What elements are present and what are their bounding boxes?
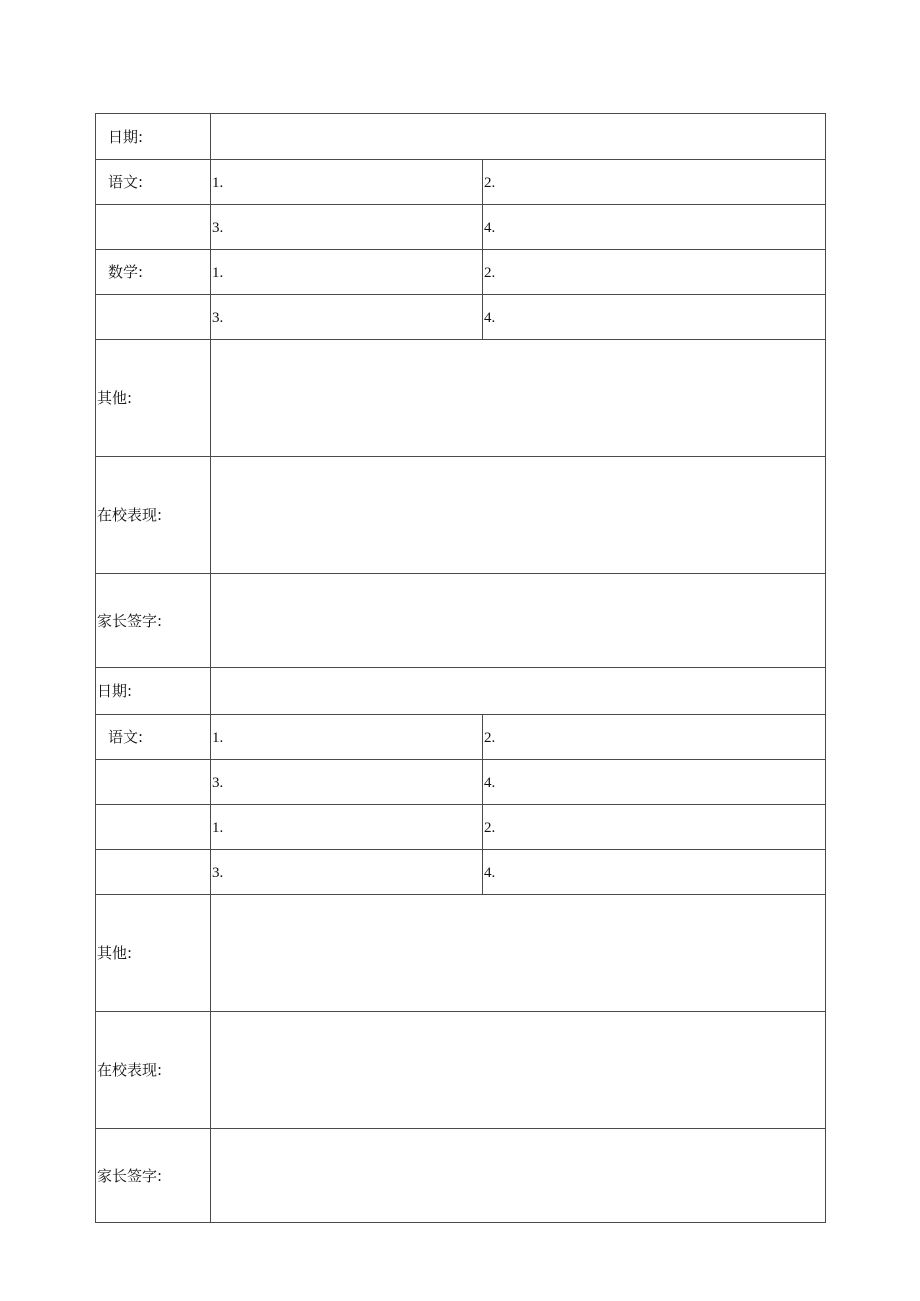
performance-label-cell [96, 457, 211, 574]
math-row-1 [96, 250, 826, 295]
empty-label-cell [96, 805, 211, 850]
math-item-4-field[interactable] [483, 295, 826, 340]
subject-item-4-field[interactable] [483, 850, 826, 895]
chinese-row-2 [96, 205, 826, 250]
chinese-item-3-field[interactable] [211, 205, 483, 250]
signature-label-cell [96, 1129, 211, 1223]
homework-form-table [95, 113, 826, 1223]
chinese-item-3-field[interactable] [211, 760, 483, 805]
subject-row-4 [96, 850, 826, 895]
item-number: 2. [484, 174, 496, 191]
performance-label: 在校表现: [97, 1061, 163, 1079]
item-number: 3. [212, 864, 224, 881]
math-item-1-field[interactable] [211, 250, 483, 295]
date-row [96, 114, 826, 160]
chinese-item-4-field[interactable] [483, 205, 826, 250]
other-row [96, 340, 826, 457]
empty-label-cell [96, 850, 211, 895]
performance-field[interactable] [211, 1012, 826, 1129]
chinese-item-1-field[interactable] [211, 715, 483, 760]
item-number: 4. [484, 219, 496, 236]
signature-label: 家长签字: [97, 611, 163, 630]
chinese-item-4-field[interactable] [483, 760, 826, 805]
item-number: 4. [484, 864, 496, 881]
subject-row-3 [96, 805, 826, 850]
performance-row [96, 457, 826, 574]
item-number: 1. [212, 729, 224, 746]
date-label-cell [96, 668, 211, 715]
item-number: 2. [484, 729, 496, 746]
math-item-2-field[interactable] [483, 250, 826, 295]
item-number: 1. [212, 819, 224, 836]
item-number: 4. [484, 774, 496, 791]
math-row-2 [96, 295, 826, 340]
subject-item-1-field[interactable] [211, 805, 483, 850]
chinese-label-cell [96, 715, 211, 760]
performance-label: 在校表现: [97, 506, 163, 524]
item-number: 2. [484, 264, 496, 281]
date-value-field[interactable] [211, 114, 826, 160]
date-label: 日期: [97, 682, 133, 700]
other-row [96, 895, 826, 1012]
signature-row [96, 574, 826, 668]
empty-label-cell [96, 295, 211, 340]
item-number: 3. [212, 219, 224, 236]
chinese-item-2-field[interactable] [483, 715, 826, 760]
other-field[interactable] [211, 340, 826, 457]
chinese-row-1 [96, 715, 826, 760]
chinese-item-1-field[interactable] [211, 160, 483, 205]
chinese-row-2 [96, 760, 826, 805]
subject-item-2-field[interactable] [483, 805, 826, 850]
date-row [96, 668, 826, 715]
homework-record-sheet [95, 113, 825, 1223]
item-number: 2. [484, 819, 496, 836]
item-number: 3. [212, 774, 224, 791]
chinese-label-cell [96, 160, 211, 205]
date-label: 日期: [108, 127, 144, 146]
math-item-3-field[interactable] [211, 295, 483, 340]
chinese-item-2-field[interactable] [483, 160, 826, 205]
math-label-cell [96, 250, 211, 295]
empty-label-cell [96, 205, 211, 250]
signature-row [96, 1129, 826, 1223]
math-label: 数学: [108, 263, 144, 281]
other-label: 其他: [97, 944, 133, 962]
other-label-cell [96, 895, 211, 1012]
other-label: 其他: [97, 389, 133, 407]
date-label-cell [96, 114, 211, 160]
item-number: 3. [212, 309, 224, 326]
signature-field[interactable] [211, 574, 826, 668]
chinese-label: 语文: [108, 728, 144, 746]
item-number: 4. [484, 309, 496, 326]
chinese-row-1 [96, 160, 826, 205]
other-field[interactable] [211, 895, 826, 1012]
signature-label-cell [96, 574, 211, 668]
subject-item-3-field[interactable] [211, 850, 483, 895]
performance-field[interactable] [211, 457, 826, 574]
performance-label-cell [96, 1012, 211, 1129]
empty-label-cell [96, 760, 211, 805]
other-label-cell [96, 340, 211, 457]
performance-row [96, 1012, 826, 1129]
signature-label: 家长签字: [97, 1166, 163, 1185]
item-number: 1. [212, 174, 224, 191]
chinese-label: 语文: [108, 173, 144, 191]
item-number: 1. [212, 264, 224, 281]
signature-field[interactable] [211, 1129, 826, 1223]
date-value-field[interactable] [211, 668, 826, 715]
